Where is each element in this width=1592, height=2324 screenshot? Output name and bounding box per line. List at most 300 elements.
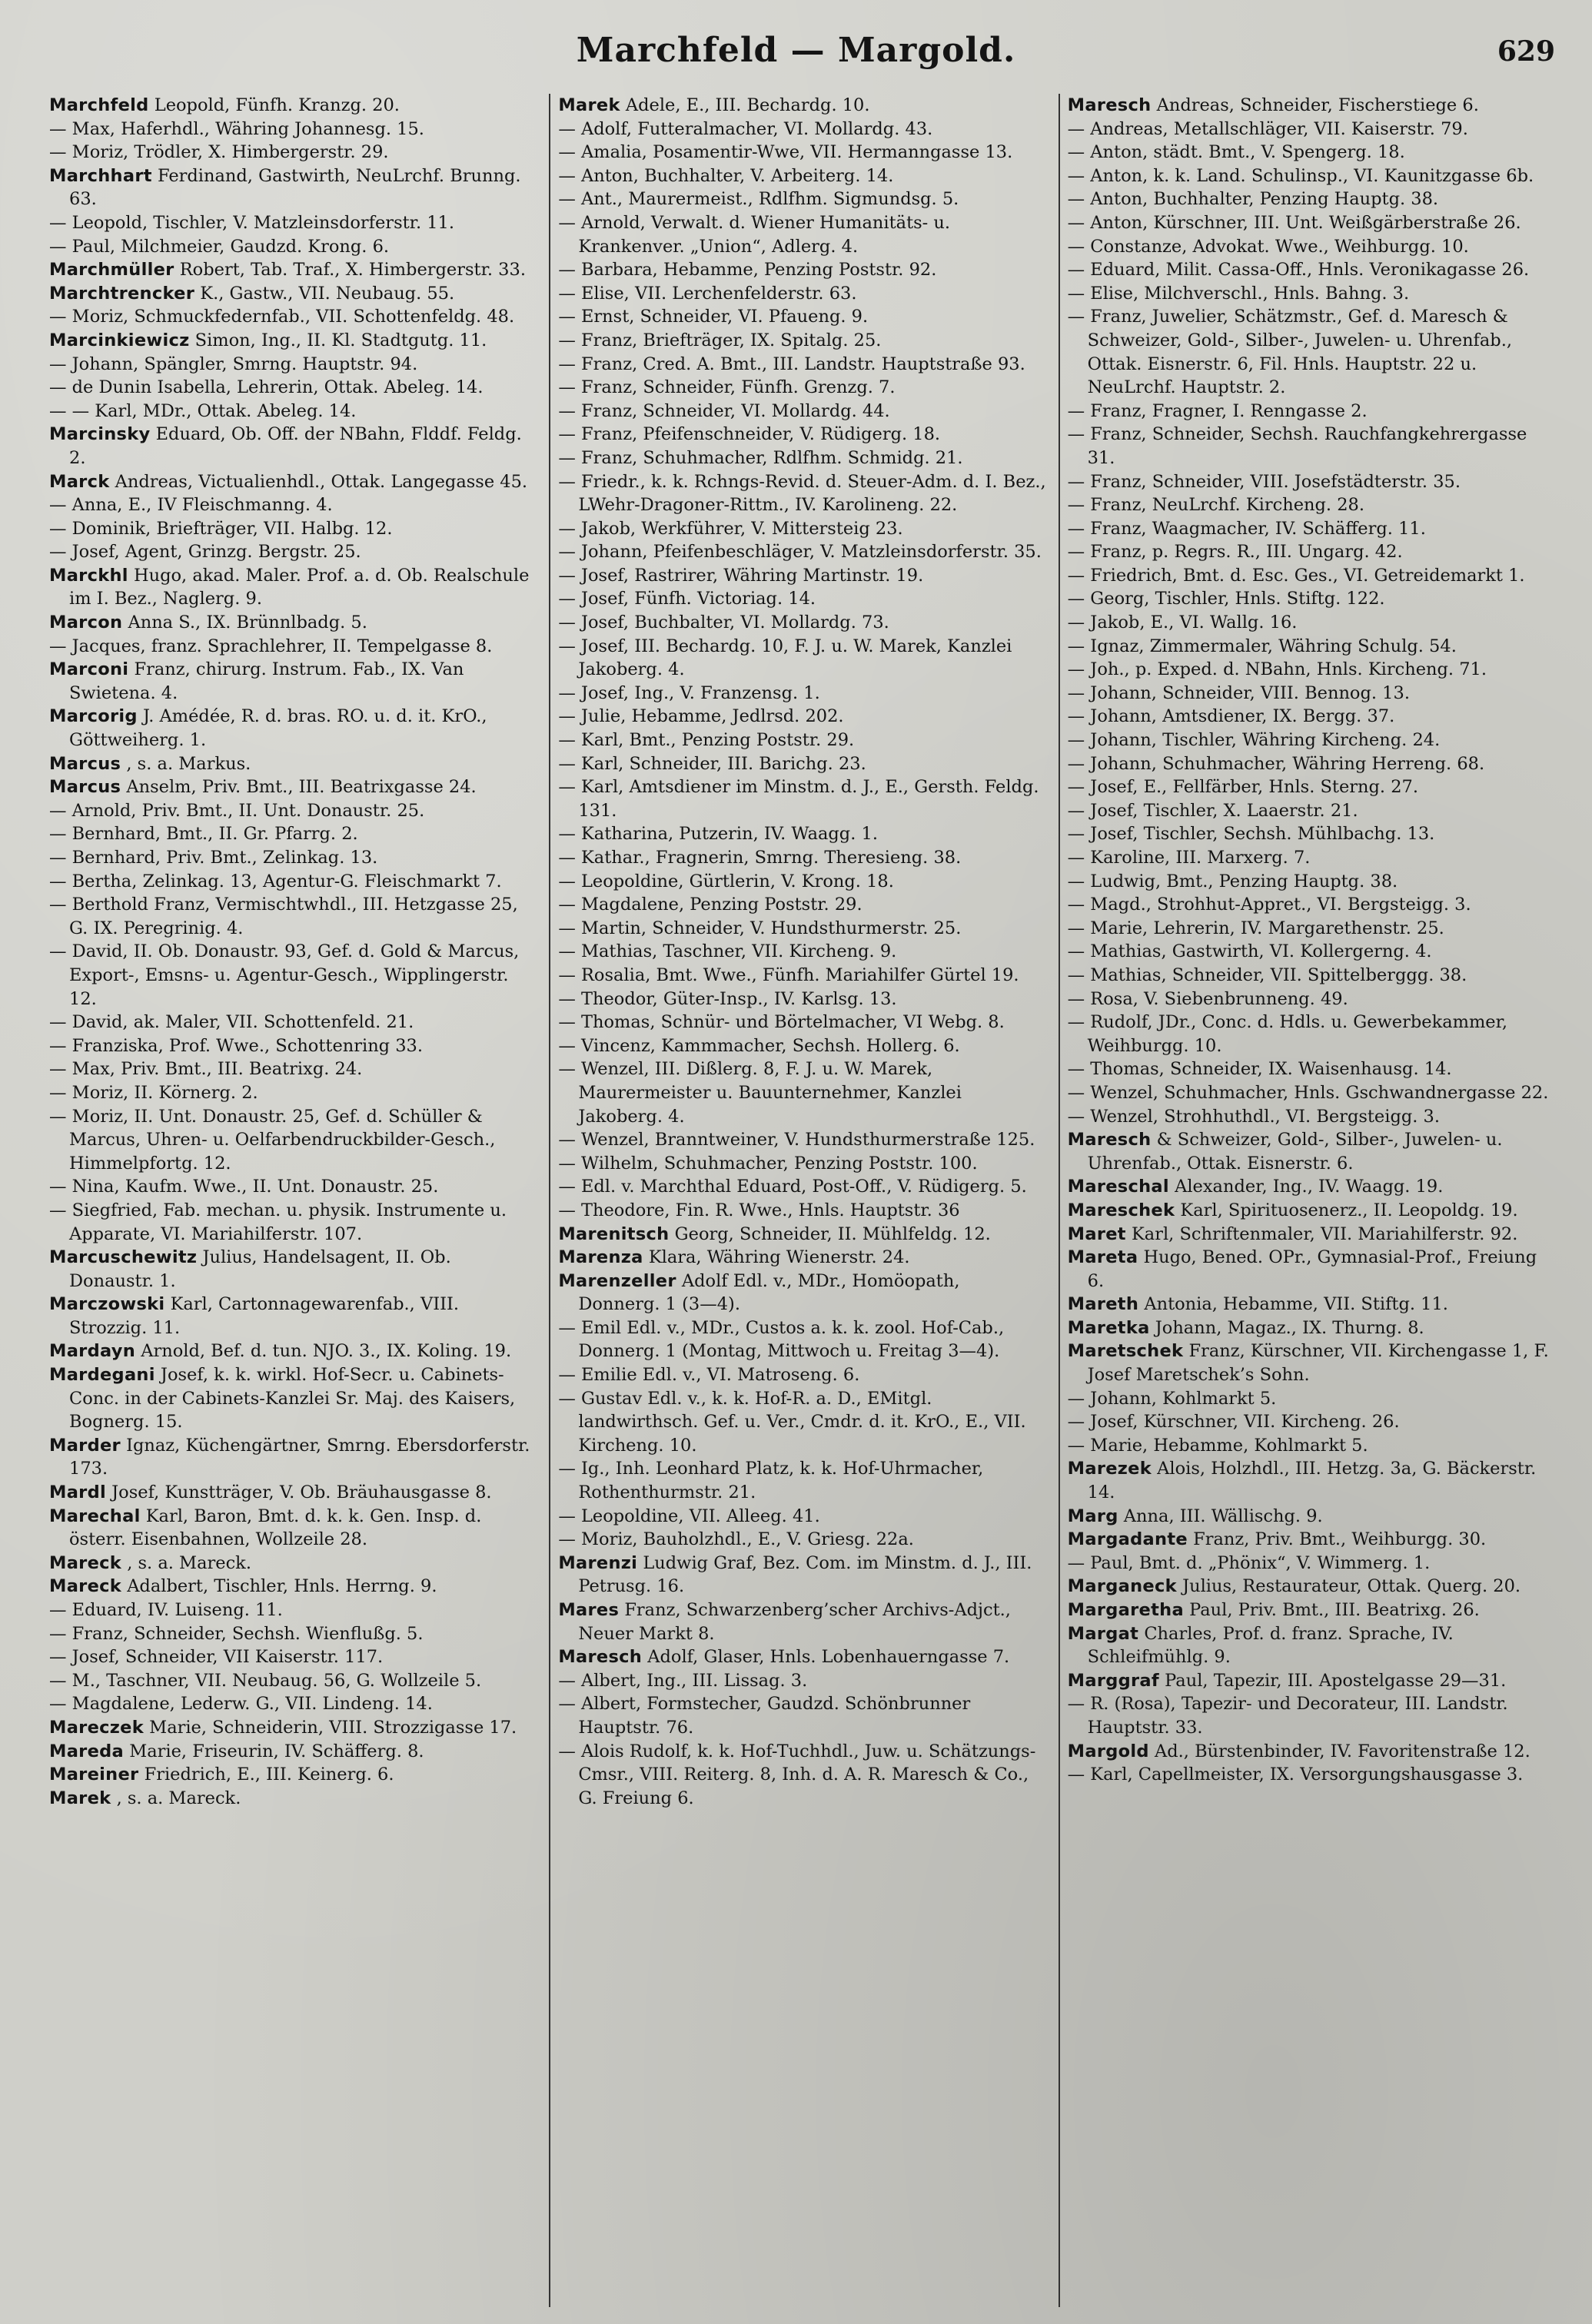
entry-surname: Maresch (1067, 1130, 1152, 1150)
directory-entry (558, 1034, 1045, 1058)
entry-surname: Mareth (1067, 1294, 1139, 1315)
directory-entry (49, 141, 537, 164)
directory-entry (1068, 1246, 1555, 1293)
entry-text: — Karl, Capellmeister, IX. Versorgungshausgasse 3. (1067, 1765, 1524, 1785)
entry-text: — Moriz, II. Körnerg. 2. (49, 1082, 258, 1103)
directory-entry (49, 1246, 537, 1293)
entry-surname: Marcon (49, 613, 123, 633)
entry-surname: Marck (49, 471, 110, 492)
entry-text: — Moriz, II. Unt. Donaustr. 25, Gef. d. Schüller & Marcus, Uhren- u. Oelfarbendruckbilder-Gesch., Himmelpfortg. 12. (49, 1106, 496, 1174)
entry-text: — Wilhelm, Schuhmacher, Penzing Poststr. 100. (558, 1153, 978, 1174)
entry-surname: Marezek (1067, 1459, 1152, 1479)
directory-entry (1068, 423, 1555, 470)
entry-text: Robert, Tab. Traf., X. Himbergerstr. 33. (179, 260, 526, 281)
directory-entry (49, 752, 537, 776)
entry-surname: Marechal (49, 1506, 141, 1526)
entry-text: — Josef, E., Fellfärber, Hnls. Sterng. 27. (1067, 777, 1419, 798)
entry-text: Johann, Magaz., IX. Thurng. 8. (1155, 1317, 1424, 1338)
page-title: Marchfeld — Margold. (576, 31, 1016, 70)
entry-text: — Marie, Hebamme, Kohlmarkt 5. (1067, 1435, 1368, 1456)
directory-entry (1068, 1599, 1555, 1622)
directory-entry (49, 517, 537, 541)
entry-text: , s. a. Markus. (126, 753, 251, 774)
entry-text: Georg, Schneider, II. Mühlfeldg. 12. (674, 1223, 991, 1244)
directory-entry (1068, 1293, 1555, 1316)
entry-text: — Andreas, Metallschläger, VII. Kaiserstr. 79. (1067, 118, 1468, 139)
entry-surname: Marczowski (49, 1294, 165, 1315)
entry-surname: Marggraf (1067, 1670, 1160, 1691)
directory-entry (1068, 1692, 1555, 1739)
directory-entry (558, 988, 1045, 1011)
directory-entry (558, 587, 1045, 611)
directory-entry (558, 1128, 1045, 1152)
entry-text: — Mathias, Gastwirth, VI. Kollergerng. 4. (1067, 941, 1432, 962)
entry-text: Leopold, Fünfh. Kranzg. 20. (154, 95, 400, 115)
entry-text: — Eduard, IV. Luiseng. 11. (49, 1600, 283, 1620)
directory-entry (558, 1740, 1045, 1811)
entry-text: — Wenzel, Branntweiner, V. Hundsthurmerstraße 125. (558, 1130, 1035, 1150)
entry-surname: Mareschek (1067, 1200, 1175, 1220)
directory-entry (1068, 1340, 1555, 1386)
column-2 (550, 94, 1059, 2307)
directory-entry (558, 682, 1045, 706)
entry-surname: Marenza (558, 1247, 643, 1268)
entry-text: — — Karl, MDr., Ottak. Abeleg. 14. (49, 400, 357, 421)
entry-text: — Ludwig, Bmt., Penzing Hauptg. 38. (1067, 871, 1398, 891)
entry-text: — Johann, Amtsdiener, IX. Bergg. 37. (1067, 706, 1395, 727)
entry-text: — Theodore, Fin. R. Wwe., Hnls. Hauptstr. 36 (558, 1200, 960, 1220)
directory-entry (1068, 775, 1555, 799)
entry-text: Anna, III. Wällischg. 9. (1123, 1506, 1323, 1526)
entry-text: — Anna, E., IV Fleischmanng. 4. (49, 495, 333, 516)
entry-text: — Martin, Schneider, V. Hundsthurmerstr. 25. (558, 918, 962, 938)
entry-text: Anna S., IX. Brünnlbadg. 5. (128, 613, 367, 633)
directory-entry (49, 1481, 537, 1505)
entry-text: — David, II. Ob. Donaustr. 93, Gef. d. Gold & Marcus, Export-, Emsns- u. Agentur-Gesch., Wipplingerstr. 12. (49, 941, 520, 1009)
directory-entry (558, 635, 1045, 682)
entry-text: Anselm, Priv. Bmt., III. Beatrixgasse 24. (126, 777, 477, 798)
directory-entry (1068, 118, 1555, 141)
entry-text: — Franz, NeuLrchf. Kircheng. 28. (1067, 495, 1365, 516)
entry-surname: Marcus (49, 777, 121, 798)
directory-entry (558, 1692, 1045, 1739)
directory-entry (558, 1199, 1045, 1223)
directory-columns (42, 94, 1567, 2307)
entry-text: — Moriz, Bauholzhdl., E., V. Griesg. 22a. (558, 1529, 914, 1550)
entry-text: — Thomas, Schneider, IX. Waisenhausg. 14. (1067, 1059, 1452, 1080)
entry-text: Klara, Währing Wienerstr. 24. (648, 1247, 910, 1268)
entry-text: — Georg, Tischler, Hnls. Stiftg. 122. (1067, 589, 1385, 609)
directory-entry (49, 400, 537, 423)
entry-text: — Adolf, Futteralmacher, VI. Mollardg. 43. (558, 118, 933, 139)
entry-text: — Josef, Schneider, VII Kaiserstr. 117. (49, 1647, 384, 1668)
directory-entry (49, 1787, 537, 1811)
directory-entry (1068, 235, 1555, 259)
entry-text: — Julie, Hebamme, Jedlrsd. 202. (558, 706, 844, 727)
entry-text: — Max, Priv. Bmt., III. Beatrixg. 24. (49, 1059, 363, 1080)
entry-text: Marie, Friseurin, IV. Schäfferg. 8. (129, 1741, 424, 1761)
entry-text: — Kathar., Fragnerin, Smrng. Theresieng. 38. (558, 848, 962, 868)
entry-text: — Wenzel, III. Dißlerg. 8, F. J. u. W. Marek, Maurermeister u. Bauunternehmer, Kanzlei Jakoberg. 4. (558, 1059, 962, 1127)
entry-surname: Marenitsch (558, 1223, 670, 1244)
directory-entry (49, 1081, 537, 1105)
directory-entry (49, 1763, 537, 1787)
entry-text: — Josef, Tischler, Sechsh. Mühlbachg. 13. (1067, 824, 1435, 845)
directory-entry (1068, 1528, 1555, 1552)
directory-entry (558, 1246, 1045, 1270)
directory-entry (1068, 1387, 1555, 1411)
directory-entry (1068, 1669, 1555, 1693)
entry-text: — Wenzel, Schuhmacher, Hnls. Gschwandnergasse 22. (1067, 1082, 1549, 1103)
entry-surname: Marcuschewitz (49, 1247, 198, 1268)
entry-text: — Josef, III. Bechardg. 10, F. J. u. W. Marek, Kanzlei Jakoberg. 4. (558, 636, 1012, 680)
entry-surname: Mareiner (49, 1765, 139, 1785)
entry-text: — Karl, Amtsdiener im Minstm. d. J., E., Gersth. Feldg. 131. (558, 777, 1039, 821)
entry-text: Arnold, Bef. d. tun. NJO. 3., IX. Koling. 19. (141, 1341, 512, 1362)
directory-entry (558, 822, 1045, 846)
entry-text: Karl, Cartonnagewarenfab., VIII. Strozzig. 11. (69, 1294, 460, 1338)
directory-entry (558, 1505, 1045, 1529)
entry-text: — Karl, Bmt., Penzing Poststr. 29. (558, 730, 855, 751)
directory-entry (1068, 1622, 1555, 1669)
directory-entry (1068, 400, 1555, 423)
directory-entry (1068, 564, 1555, 588)
directory-entry (1068, 1128, 1555, 1175)
entry-text: — Albert, Formstecher, Gaudzd. Schönbrunner Hauptstr. 76. (558, 1694, 971, 1738)
directory-entry (1068, 1057, 1555, 1081)
directory-entry (558, 1152, 1045, 1176)
entry-surname: Marcus (49, 753, 121, 774)
entry-text: — Ernst, Schneider, VI. Pfaueng. 9. (558, 307, 869, 327)
directory-entry (1068, 799, 1555, 823)
entry-text: — Arnold, Priv. Bmt., II. Unt. Donaustr. 25. (49, 800, 425, 821)
page-header (0, 31, 1592, 85)
directory-entry (1068, 141, 1555, 164)
directory-entry (1068, 658, 1555, 682)
entry-text: — Siegfried, Fab. mechan. u. physik. Instrumente u. Apparate, VI. Mariahilferstr. 107. (49, 1200, 507, 1244)
directory-entry (1068, 188, 1555, 211)
directory-entry (558, 353, 1045, 377)
entry-text: Franz, Kürschner, VII. Kirchengasse 1, F. Josef Maretschek’s Sohn. (1087, 1341, 1549, 1386)
entry-text: — Anton, städt. Bmt., V. Spengerg. 18. (1067, 142, 1405, 163)
entry-surname: Margadante (1067, 1529, 1188, 1550)
entry-text: — Emil Edl. v., MDr., Custos a. k. k. zool. Hof-Cab., Donnerg. 1 (Montag, Mittwoch u. Freitag 3—4). (558, 1317, 1005, 1362)
entry-text: — Alois Rudolf, k. k. Hof-Tuchhdl., Juw. u. Schätzungs-Cmsr., VIII. Reiterg. 8, Inh. d. A. R. Maresch & Co., G. Freiung 6. (558, 1741, 1036, 1808)
directory-entry (49, 493, 537, 517)
directory-entry (49, 376, 537, 400)
entry-text: , s. a. Mareck. (127, 1552, 251, 1573)
directory-entry (1068, 1575, 1555, 1599)
directory-entry (1068, 1223, 1555, 1247)
entry-text: — Franz, Schneider, Fünfh. Grenzg. 7. (558, 377, 896, 398)
entry-text: — Ig., Inh. Leonhard Platz, k. k. Hof-Uhrmacher, Rothenthurmstr. 21. (558, 1459, 984, 1503)
directory-entry (558, 517, 1045, 541)
directory-entry (49, 258, 537, 282)
entry-text: — M., Taschner, VII. Neubaug. 56, G. Wollzeile 5. (49, 1670, 482, 1691)
entry-text: Ignaz, Küchengärtner, Smrng. Ebersdorferstr. 173. (69, 1435, 530, 1479)
directory-entry (558, 282, 1045, 306)
entry-text: — Moriz, Schmuckfedernfab., VII. Schottenfeldg. 48. (49, 307, 515, 327)
entry-text: — Moriz, Trödler, X. Himbergerstr. 29. (49, 142, 389, 163)
entry-text: — Johann, Pfeifenbeschläger, V. Matzleinsdorferstr. 35. (558, 542, 1042, 563)
directory-entry (1068, 940, 1555, 964)
directory-entry (49, 822, 537, 846)
entry-text: — Josef, Fünfh. Victoriag. 14. (558, 589, 816, 609)
directory-entry (1068, 893, 1555, 917)
directory-entry (1068, 540, 1555, 564)
directory-entry (558, 893, 1045, 917)
entry-surname: Marconi (49, 659, 129, 680)
entry-text: — Franz, Juwelier, Schätzmstr., Gef. d. Maresch & Schweizer, Gold-, Silber-, Juwelen- u. Uhrenfab., Ottak. Eisnerstr. 6, Fil. Hnls. Hauptstr. 22 u. NeuLrchf. Hauptstr. 2. (1067, 307, 1513, 398)
directory-entry (558, 329, 1045, 353)
directory-entry (558, 211, 1045, 258)
directory-entry (558, 1528, 1045, 1552)
entry-surname: Margold (1067, 1741, 1149, 1761)
entry-text: — Jakob, Werkführer, V. Mittersteig 23. (558, 518, 903, 539)
entry-surname: Mareck (49, 1576, 122, 1597)
entry-text: — Paul, Bmt. d. „Phönix“, V. Wimmerg. 1. (1067, 1552, 1431, 1573)
directory-entry (1068, 917, 1555, 941)
entry-text: — Magdalene, Penzing Poststr. 29. (558, 895, 862, 915)
entry-surname: Marcinsky (49, 424, 151, 445)
directory-entry (1068, 305, 1555, 399)
entry-text: — Elise, VII. Lerchenfelderstr. 63. (558, 283, 857, 304)
directory-entry (49, 658, 537, 705)
directory-entry (1068, 1505, 1555, 1529)
directory-entry (49, 1575, 537, 1599)
directory-entry (49, 1011, 537, 1034)
entry-text: — R. (Rosa), Tapezir- und Decorateur, III. Landstr. Hauptstr. 33. (1067, 1694, 1508, 1738)
directory-entry (558, 305, 1045, 329)
entry-text: Adalbert, Tischler, Hnls. Herrng. 9. (127, 1576, 437, 1597)
directory-entry (558, 846, 1045, 870)
entry-text: — Ant., Maurermeist., Rdlfhm. Sigmundsg. 5. (558, 189, 959, 210)
entry-text: Alois, Holzhdl., III. Hetzg. 3a, G. Bäckerstr. 14. (1087, 1459, 1537, 1503)
entry-text: — Ignaz, Zimmermaler, Währing Schulg. 54. (1067, 636, 1457, 656)
entry-surname: Marchmüller (49, 260, 174, 281)
entry-text: Josef, Kunstträger, V. Ob. Bräuhausgasse 8. (111, 1482, 492, 1503)
directory-entry (49, 1363, 537, 1434)
entry-text: Andreas, Victualienhdl., Ottak. Langegasse 45. (115, 471, 528, 492)
directory-entry (558, 1552, 1045, 1599)
directory-entry (1068, 1011, 1555, 1057)
directory-entry (49, 775, 537, 799)
directory-entry (1068, 1410, 1555, 1434)
directory-entry (49, 846, 537, 870)
directory-entry (558, 540, 1045, 564)
directory-entry (1068, 870, 1555, 894)
entry-text: — Friedr., k. k. Rchngs-Revid. d. Steuer-Adm. d. I. Bez., LWehr-Dragoner-Rittm., IV. Karolineng. 22. (558, 471, 1046, 516)
entry-text: — David, ak. Maler, VII. Schottenfeld. 21. (49, 1012, 414, 1033)
directory-entry (1068, 752, 1555, 776)
entry-text: Alexander, Ing., IV. Waagg. 19. (1175, 1177, 1444, 1197)
entry-surname: Mardayn (49, 1341, 136, 1362)
entry-surname: Marckhl (49, 565, 128, 586)
entry-text: — Josef, Tischler, X. Laaerstr. 21. (1067, 800, 1358, 821)
directory-entry (1068, 846, 1555, 870)
entry-text: Hugo, akad. Maler. Prof. a. d. Ob. Realschule im I. Bez., Naglerg. 9. (69, 565, 530, 609)
entry-text: — Franz, Fragner, I. Renngasse 2. (1067, 400, 1368, 421)
entry-text: Adele, E., III. Bechardg. 10. (625, 95, 870, 115)
entry-text: — Elise, Milchverschl., Hnls. Bahng. 3. (1067, 283, 1410, 304)
entry-text: — Franz, p. Regrs. R., III. Ungarg. 42. (1067, 542, 1403, 563)
entry-surname: Mareda (49, 1741, 125, 1761)
directory-entry (49, 870, 537, 894)
directory-entry (49, 1505, 537, 1552)
directory-entry (558, 1599, 1045, 1645)
entry-text: — Josef, Buchbalter, VI. Mollardg. 73. (558, 613, 889, 633)
entry-text: — Franz, Schneider, Sechsh. Rauchfangkehrergasse 31. (1067, 424, 1527, 468)
directory-entry (558, 775, 1045, 822)
entry-text: — Franz, Schneider, Sechsh. Wienflußg. 5. (49, 1623, 424, 1644)
directory-entry (1068, 282, 1555, 306)
entry-text: Paul, Priv. Bmt., III. Beatrixg. 26. (1189, 1600, 1480, 1620)
entry-surname: Marek (558, 95, 620, 115)
entry-text: — Karoline, III. Marxerg. 7. (1067, 848, 1311, 868)
entry-text: — Franz, Waagmacher, IV. Schäfferg. 11. (1067, 518, 1426, 539)
entry-text: — Barbara, Hebamme, Penzing Poststr. 92. (558, 260, 937, 281)
entry-text: — Johann, Tischler, Währing Kircheng. 24. (1067, 730, 1441, 751)
entry-text: — Edl. v. Marchthal Eduard, Post-Off., V. Rüdigerg. 5. (558, 1177, 1027, 1197)
directory-entry (558, 705, 1045, 729)
directory-entry (1068, 1175, 1555, 1199)
entry-text: — Franz, Schneider, VI. Mollardg. 44. (558, 400, 890, 421)
entry-text: Karl, Schriftenmaler, VII. Mariahilferstr. 92. (1132, 1223, 1518, 1244)
directory-entry (558, 564, 1045, 588)
entry-text: — Rosalia, Bmt. Wwe., Fünfh. Mariahilfer Gürtel 19. (558, 964, 1019, 985)
directory-entry (49, 1692, 537, 1716)
directory-entry (558, 1387, 1045, 1458)
directory-entry (1068, 1434, 1555, 1458)
directory-entry (1068, 1081, 1555, 1105)
directory-entry (49, 1340, 537, 1363)
directory-entry (1068, 705, 1555, 729)
directory-entry (558, 940, 1045, 964)
directory-entry (1068, 1457, 1555, 1504)
entry-text: — Mathias, Taschner, VII. Kircheng. 9. (558, 941, 897, 962)
directory-entry (49, 1175, 537, 1199)
entry-text: Franz, Priv. Bmt., Weihburgg. 30. (1193, 1529, 1487, 1550)
entry-text: — Franziska, Prof. Wwe., Schottenring 33. (49, 1035, 424, 1056)
directory-entry (49, 329, 537, 353)
directory-entry (558, 729, 1045, 752)
directory-entry (49, 118, 537, 141)
directory-entry (558, 447, 1045, 470)
entry-text: Paul, Tapezir, III. Apostelgasse 29—31. (1165, 1670, 1507, 1691)
directory-entry (558, 1669, 1045, 1693)
directory-entry (49, 564, 537, 611)
entry-text: Franz, Schwarzenberg’scher Archivs-Adjct., Neuer Markt 8. (578, 1600, 1011, 1644)
entry-text: Adolf, Glaser, Hnls. Lobenhauerngasse 7. (647, 1647, 1010, 1668)
entry-text: — Dominik, Briefträger, VII. Halbg. 12. (49, 518, 393, 539)
directory-entry (558, 1363, 1045, 1387)
entry-text: — Albert, Ing., III. Lissag. 3. (558, 1670, 808, 1691)
entry-surname: Mardegani (49, 1365, 155, 1386)
entry-text: Eduard, Ob. Off. der NBahn, Flddf. Feldg. 2. (69, 424, 522, 468)
directory-entry (49, 1645, 537, 1669)
entry-text: — Amalia, Posamentir-Wwe, VII. Hermanngasse 13. (558, 142, 1013, 163)
entry-text: — Max, Haferhdl., Währing Johannesg. 15. (49, 118, 424, 139)
directory-entry (49, 1552, 537, 1575)
entry-surname: Marchhart (49, 165, 152, 186)
directory-entry (49, 470, 537, 494)
entry-text: Julius, Handelsagent, II. Ob. Donaustr. 1. (69, 1247, 451, 1291)
entry-text: — Theodor, Güter-Insp., IV. Karlsg. 13. (558, 988, 897, 1009)
entry-text: Karl, Baron, Bmt. d. k. k. Gen. Insp. d. österr. Eisenbahnen, Wollzeile 28. (69, 1506, 482, 1550)
entry-surname: Marchtrencker (49, 283, 195, 304)
directory-entry (558, 917, 1045, 941)
entry-text: — Nina, Kaufm. Wwe., II. Unt. Donaustr. 25. (49, 1177, 439, 1197)
entry-text: — Anton, k. k. Land. Schulinsp., VI. Kaunitzgasse 6b. (1067, 165, 1534, 186)
directory-entry (49, 1434, 537, 1481)
directory-entry (49, 1716, 537, 1740)
directory-entry (49, 1622, 537, 1646)
entry-text: Friedrich, E., III. Keinerg. 6. (144, 1765, 394, 1785)
entry-surname: Marchfeld (49, 95, 149, 115)
directory-entry (49, 1669, 537, 1693)
column-1 (42, 94, 550, 2307)
entry-text: Andreas, Schneider, Fischerstiege 6. (1156, 95, 1479, 115)
entry-text: — Eduard, Milit. Cassa-Off., Hnls. Veronikagasse 26. (1067, 260, 1530, 281)
directory-entry (49, 1293, 537, 1340)
entry-text: — Vincenz, Kammmacher, Sechsh. Hollerg. 6. (558, 1035, 960, 1056)
entry-text: — Johann, Kohlmarkt 5. (1067, 1388, 1277, 1409)
directory-entry (558, 964, 1045, 988)
entry-text: Adolf Edl. v., MDr., Homöopath, Donnerg. 1 (3—4). (578, 1270, 960, 1315)
entry-text: — Bertha, Zelinkag. 13, Agentur-G. Fleischmarkt 7. (49, 871, 502, 891)
directory-entry (1068, 682, 1555, 706)
entry-text: — Marie, Lehrerin, IV. Margarethenstr. 25. (1067, 918, 1444, 938)
directory-entry (558, 1223, 1045, 1247)
entry-surname: Marenzi (558, 1552, 638, 1573)
entry-text: Marie, Schneiderin, VIII. Strozzigasse 17. (149, 1717, 517, 1738)
entry-text: — Berthold Franz, Vermischtwhdl., III. Hetzgasse 25, G. IX. Peregrinig. 4. (49, 895, 518, 938)
directory-entry (49, 1057, 537, 1081)
entry-text: Ad., Bürstenbinder, IV. Favoritenstraße 12. (1154, 1741, 1531, 1761)
entry-text: — Katharina, Putzerin, IV. Waagg. 1. (558, 824, 878, 845)
entry-text: — Franz, Briefträger, IX. Spitalg. 25. (558, 330, 882, 350)
entry-text: Karl, Spirituosenerz., II. Leopoldg. 19. (1180, 1200, 1518, 1220)
directory-entry (1068, 1740, 1555, 1764)
directory-entry (558, 1316, 1045, 1363)
entry-surname: Marcorig (49, 706, 138, 727)
directory-entry (1068, 1552, 1555, 1575)
entry-text: J. Amédée, R. d. bras. RO. u. d. it. KrO., Göttweiherg. 1. (69, 706, 487, 751)
directory-entry (49, 611, 537, 635)
entry-surname: Marganeck (1067, 1576, 1177, 1597)
directory-entry (49, 635, 537, 659)
directory-entry (558, 1057, 1045, 1128)
directory-entry (558, 141, 1045, 164)
directory-entry (1068, 587, 1555, 611)
entry-text: & Schweizer, Gold-, Silber-, Juwelen- u. Uhrenfab., Ottak. Eisnerstr. 6. (1087, 1130, 1503, 1174)
directory-entry (49, 423, 537, 470)
entry-surname: Mares (558, 1600, 620, 1620)
directory-entry (49, 164, 537, 211)
entry-surname: Marder (49, 1435, 121, 1456)
entry-text: — Anton, Kürschner, III. Unt. Weißgärberstraße 26. (1067, 212, 1521, 233)
entry-text: Charles, Prof. d. franz. Sprache, IV. Schleifmühlg. 9. (1087, 1623, 1454, 1668)
entry-text: — Constanze, Advokat. Wwe., Weihburgg. 10. (1067, 236, 1469, 257)
entry-text: — Johann, Schneider, VIII. Bennog. 13. (1067, 682, 1410, 703)
directory-entry (558, 94, 1045, 118)
directory-entry (49, 353, 537, 377)
directory-entry (49, 540, 537, 564)
directory-entry (1068, 258, 1555, 282)
directory-entry (558, 752, 1045, 776)
directory-entry (49, 940, 537, 1011)
page-number: 629 (1497, 35, 1555, 68)
